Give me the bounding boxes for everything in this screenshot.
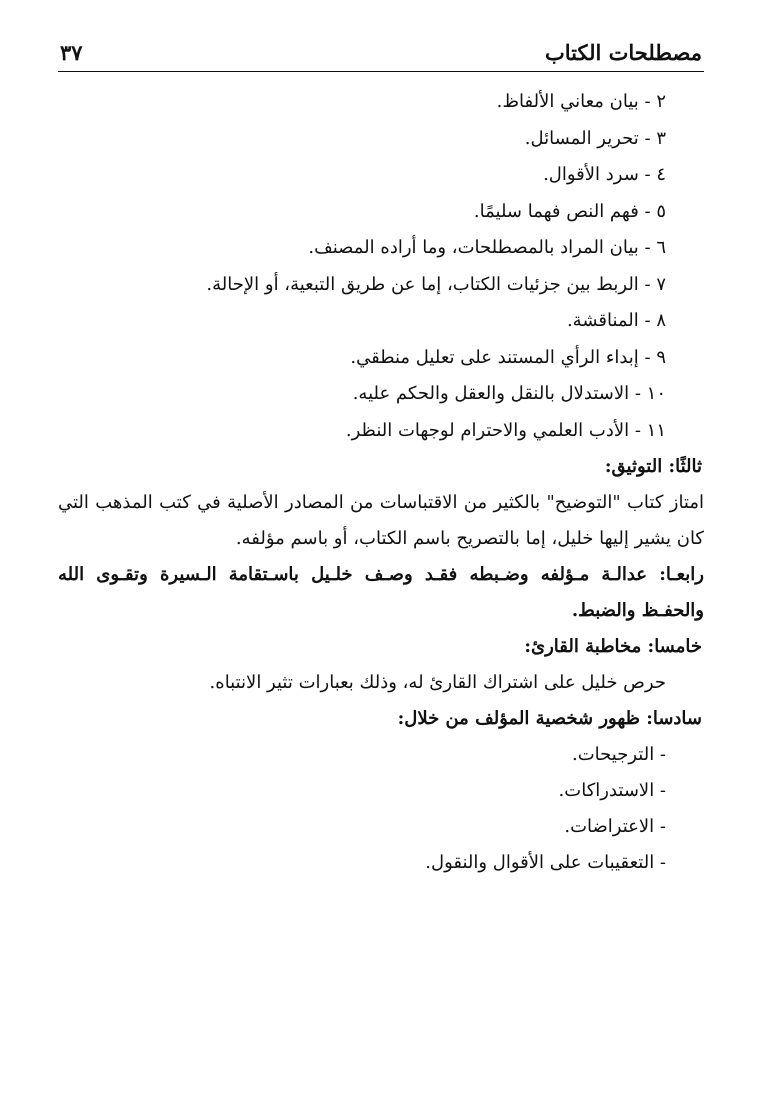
list-item: ٦ - بيان المراد بالمصطلحات، وما أراده المصنف. bbox=[308, 237, 666, 258]
list-item: ٥ - فهم النص فهما سليمًا. bbox=[473, 200, 666, 222]
list-item: - الاستدراكات. bbox=[558, 780, 666, 801]
list-item: - الاعتراضات. bbox=[564, 816, 666, 837]
list-item: - التعقيبات على الأقوال والنقول. bbox=[425, 852, 666, 873]
list-item: ٤ - سرد الأقوال. bbox=[543, 164, 666, 185]
paragraph-author-integrity: رابعـا: عدالـة مـؤلفه وضـبطه فقـد وصـف خلـيل باسـتقامة الـسيرة وتقـوى الله والحفـظ والضبط. bbox=[58, 564, 704, 621]
list-item: - الترجيحات. bbox=[572, 744, 666, 765]
page-number: ٣٧ bbox=[60, 40, 83, 65]
numbered-list bbox=[58, 84, 704, 449]
list-item: ٧ - الربط بين جزئيات الكتاب، إما عن طريق التبعية، أو الإحالة. bbox=[206, 273, 666, 295]
dash-list bbox=[58, 737, 704, 881]
list-item: ٢ - بيان معاني الألفاظ. bbox=[496, 91, 666, 112]
section-heading-documentation: ثالثًا: التوثيق: bbox=[604, 456, 702, 477]
section-heading-author-personality: سادسا: ظهور شخصية المؤلف من خلال: bbox=[397, 708, 702, 729]
list-item: ٨ - المناقشة. bbox=[566, 310, 666, 331]
list-item: ١٠ - الاستدلال بالنقل والعقل والحكم عليه. bbox=[352, 383, 666, 404]
list-item: ٩ - إبداء الرأي المستند على تعليل منطقي. bbox=[350, 346, 666, 368]
chapter-title: مصطلحات الكتاب bbox=[544, 40, 702, 65]
book-page bbox=[58, 32, 704, 881]
list-item: ٣ - تحرير المسائل. bbox=[524, 127, 666, 149]
section-heading-addressing-reader: خامسا: مخاطبة القارئ: bbox=[524, 636, 702, 657]
paragraph-documentation: امتاز كتاب "التوضيح" بالكثير من الاقتباسات من المصادر الأصلية في كتب المذهب التي كان يشير إليها خليل، إما بالتصريح باسم الكتاب، أو باسم مؤلفه. bbox=[58, 492, 704, 549]
paragraph-addressing-reader: حرص خليل على اشتراك القارئ له، وذلك بعبارات تثير الانتباه. bbox=[209, 672, 666, 693]
list-item: ١١ - الأدب العلمي والاحترام لوجهات النظر. bbox=[345, 419, 666, 441]
running-header bbox=[58, 32, 704, 72]
